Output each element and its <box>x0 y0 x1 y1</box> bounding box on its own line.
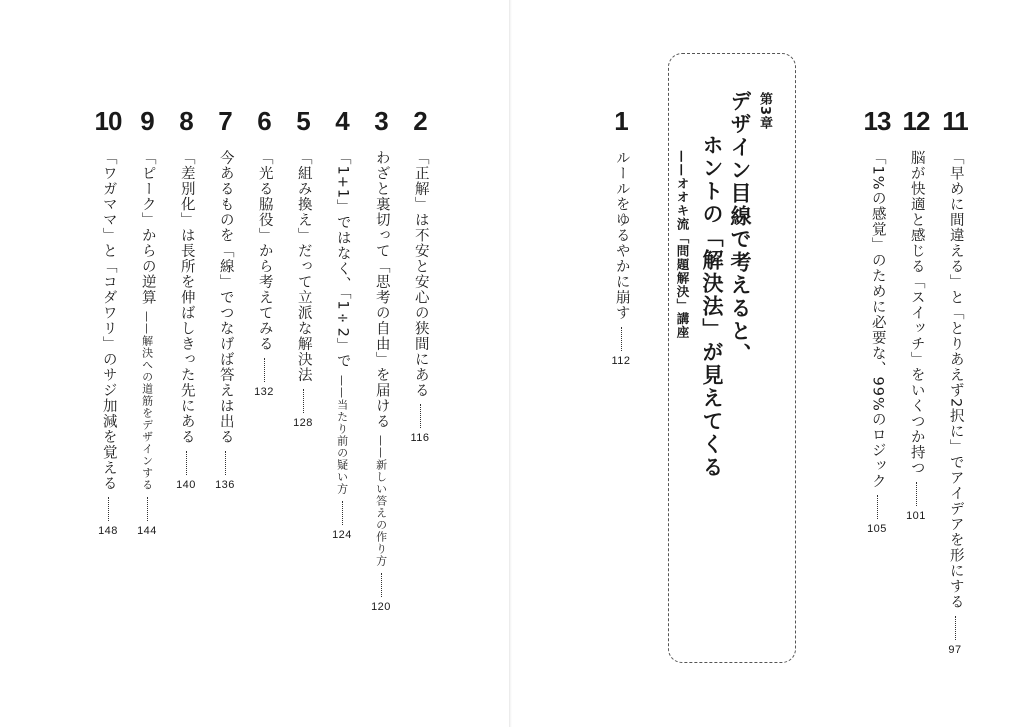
toc-entry-11[interactable] <box>938 106 972 656</box>
entry-page-number: 128 <box>293 416 313 429</box>
entry-subtitle: ——新しい答えの作り方 <box>374 435 388 567</box>
entry-page-number: 101 <box>906 509 926 522</box>
leader-dots <box>420 404 421 428</box>
entry-title: わざと裏切って「思考の自由」を届ける <box>373 150 390 429</box>
entry-number: 12 <box>902 106 930 136</box>
entry-number: 6 <box>257 106 271 136</box>
entry-title: 脳が快適と感じる「スイッチ」をいくつか持つ <box>908 150 925 476</box>
toc-entry-7[interactable] <box>208 106 242 491</box>
chapter-title-line2: ホントの「解決法」が見えてくる <box>700 134 724 479</box>
entry-title: 「組み換え」だって立派な解決法 <box>295 150 312 383</box>
chapter-label: 第3章 <box>757 92 772 131</box>
entry-page-number: 136 <box>215 478 235 491</box>
entry-page-number: 105 <box>867 523 887 536</box>
leader-dots <box>303 389 304 413</box>
entry-number: 7 <box>218 106 232 136</box>
entry-page-number: 124 <box>332 528 352 541</box>
entry-title: 「正解」は不安と安心の狭間にある <box>412 150 429 398</box>
entry-title: 「ピーク」からの逆算 <box>139 150 156 305</box>
leader-dots <box>342 501 343 525</box>
toc-entry-8[interactable] <box>169 106 203 491</box>
entry-title: 「差別化」は長所を伸ばしきった先にある <box>178 150 195 445</box>
entry-page-number: 120 <box>371 601 391 613</box>
entry-title: 「ワガママ」と「コダワリ」のサジ加減を覚える <box>100 150 117 491</box>
entry-number: 8 <box>179 106 193 136</box>
toc-entry-5[interactable] <box>286 106 320 429</box>
entry-page-number: 144 <box>137 525 157 537</box>
page-gutter <box>509 0 512 727</box>
entry-title: 「早めに間違える」と「とりあえず2択に」でアイデアを形にする <box>947 150 964 610</box>
leader-dots <box>186 451 187 475</box>
entry-page-number: 140 <box>176 478 196 491</box>
entry-number: 2 <box>413 106 427 136</box>
toc-entry-6[interactable] <box>247 106 281 398</box>
toc-entry-2[interactable] <box>403 106 437 444</box>
entry-number: 5 <box>296 106 310 136</box>
entry-subtitle: ——当たり前の疑い方 <box>335 374 349 495</box>
toc-entry-1[interactable] <box>604 106 638 367</box>
entry-number: 3 <box>374 106 388 136</box>
leader-dots <box>225 451 226 475</box>
leader-dots <box>955 616 956 640</box>
entry-page-number: 97 <box>948 643 962 656</box>
toc-entry-3[interactable] <box>364 106 398 613</box>
leader-dots <box>877 495 878 519</box>
entry-subtitle: ——解決への道筋をデザインする <box>140 311 154 491</box>
entry-number: 13 <box>863 106 891 136</box>
chapter-subtitle: ——オオキ流「問題解決」講座 <box>675 150 690 339</box>
chapter-title-line1: デザイン目線で考えると、 <box>728 90 752 366</box>
entry-title: 「1%の感覚」のために必要な、99%のロジック <box>869 150 886 490</box>
entry-number: 4 <box>335 106 349 136</box>
leader-dots <box>916 482 917 506</box>
entry-title: 「光る脇役」から考えてみる <box>256 150 273 352</box>
leader-dots <box>264 358 265 382</box>
toc-entry-4[interactable] <box>325 106 359 541</box>
entry-page-number: 148 <box>98 525 118 537</box>
leader-dots <box>381 573 382 597</box>
entry-title: 今あるものを「線」でつなげば答えは出る <box>217 150 234 445</box>
entry-number: 9 <box>140 106 154 136</box>
leader-dots <box>108 497 109 521</box>
entry-number: 1 <box>614 106 628 136</box>
entry-title: 「1+1」ではなく、「1÷2」で <box>334 150 351 369</box>
entry-page-number: 112 <box>611 354 631 367</box>
toc-entry-9[interactable] <box>130 106 164 537</box>
leader-dots <box>621 327 622 351</box>
entry-page-number: 116 <box>410 432 430 444</box>
entry-title: ルールをゆるやかに崩す <box>613 150 630 321</box>
entry-page-number: 132 <box>254 385 274 398</box>
toc-entry-13[interactable] <box>860 106 894 535</box>
toc-entry-10[interactable] <box>91 106 125 537</box>
entry-number: 11 <box>942 106 968 136</box>
toc-entry-12[interactable] <box>899 106 933 522</box>
entry-number: 10 <box>94 106 122 136</box>
chapter-heading-box <box>668 53 796 663</box>
leader-dots <box>147 497 148 521</box>
